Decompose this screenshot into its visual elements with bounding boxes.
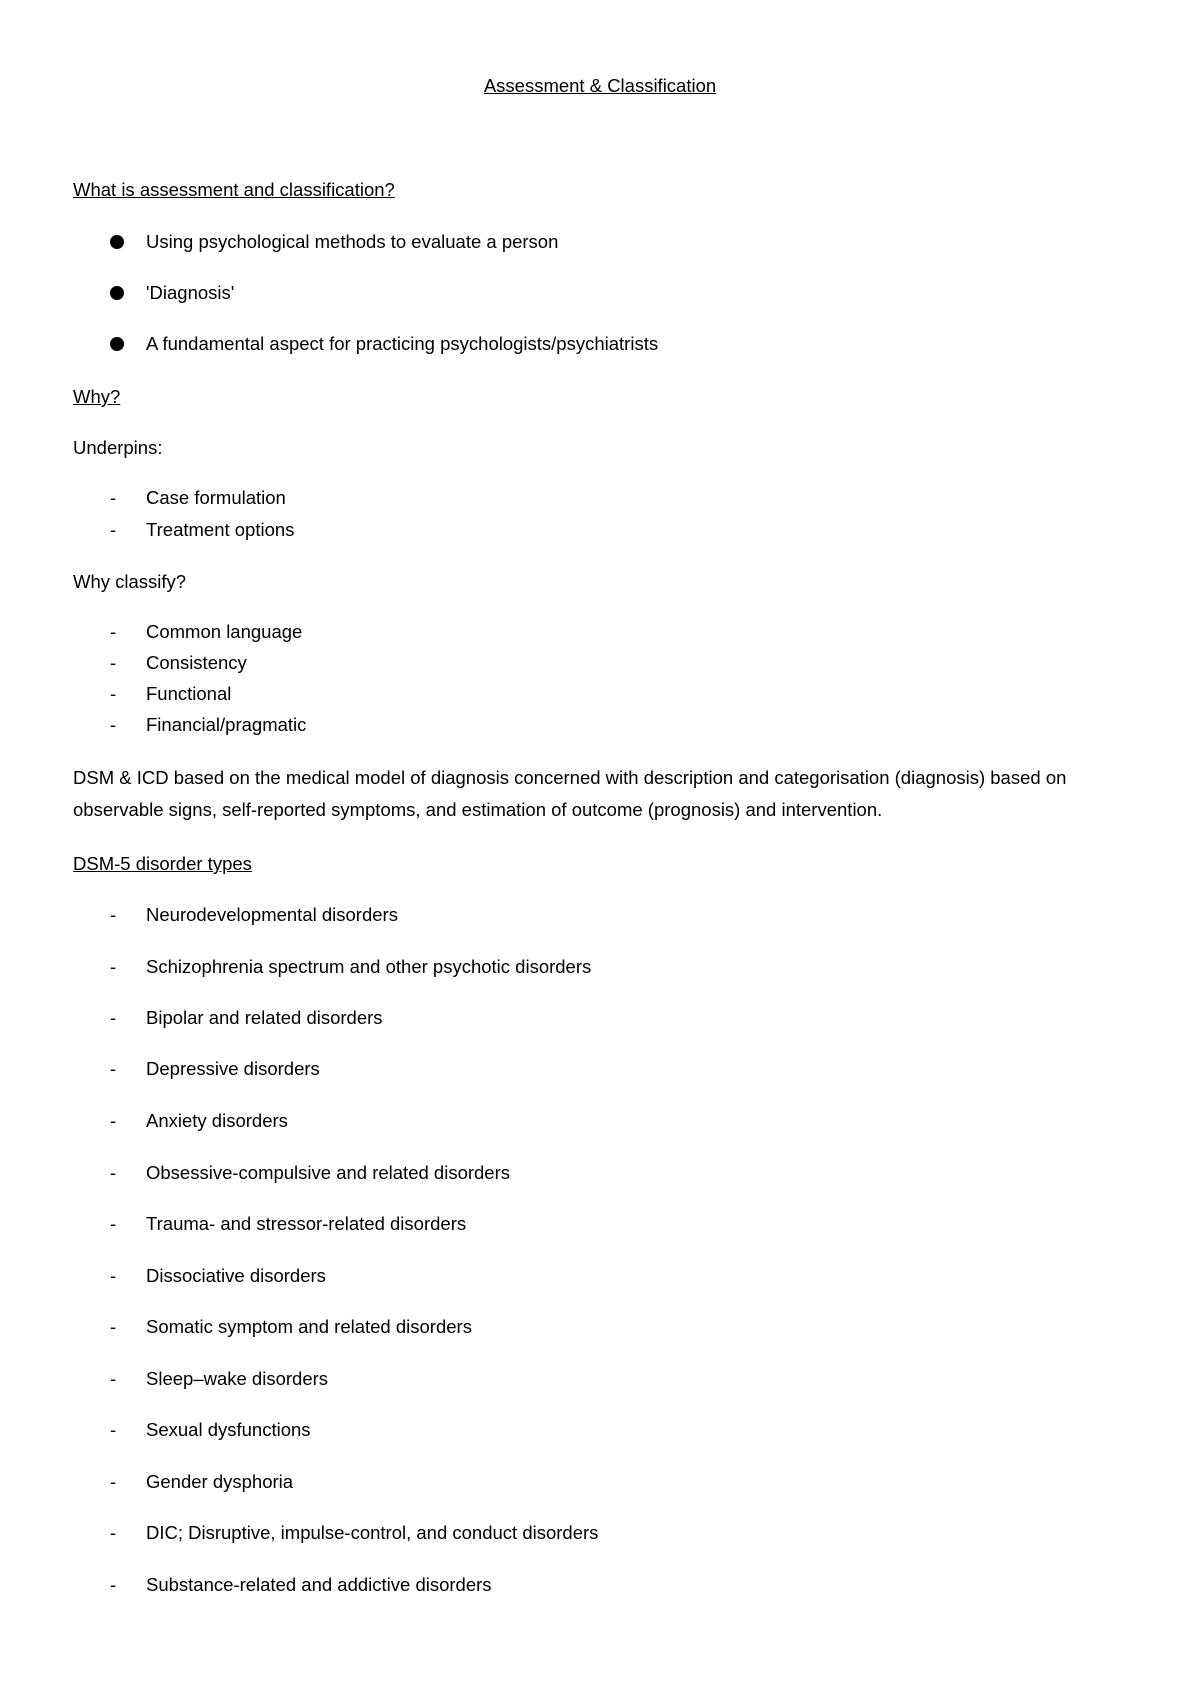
bullet-dot-icon [110, 337, 124, 351]
disorder-type-item: - Dissociative disorders [110, 1265, 326, 1286]
section-heading-dsm5: DSM-5 disorder types [73, 853, 252, 874]
document-title: Assessment & Classification [483, 75, 717, 96]
bullet-item: Using psychological methods to evaluate a person [110, 230, 558, 254]
disorder-type-item: - DIC; Disruptive, impulse-control, and conduct disorders [110, 1522, 599, 1543]
disorder-type-item: - Sexual dysfunctions [110, 1419, 311, 1440]
disorder-type-item: - Depressive disorders [110, 1058, 320, 1079]
dash-item: - Treatment options [110, 519, 295, 540]
disorder-type-item: - Anxiety disorders [110, 1110, 288, 1131]
disorder-type-item: - Neurodevelopmental disorders [110, 904, 398, 925]
dash-item: - Financial/pragmatic [110, 714, 307, 735]
why-classify-label: Why classify? [73, 571, 187, 592]
disorder-type-item: - Sleep–wake disorders [110, 1368, 329, 1389]
disorder-type-item: - Bipolar and related disorders [110, 1007, 383, 1028]
disorder-type-item: - Substance-related and addictive disorders [110, 1574, 492, 1595]
disorder-type-item: - Schizophrenia spectrum and other psychotic disorders [110, 956, 592, 977]
disorder-type-item: - Gender dysphoria [110, 1471, 294, 1492]
disorder-type-item: - Somatic symptom and related disorders [110, 1316, 472, 1337]
section-heading-why: Why? [73, 386, 121, 407]
underpins-label: Underpins: [73, 437, 163, 458]
dash-item: - Consistency [110, 652, 247, 673]
disorder-type-item: - Trauma- and stressor-related disorders [110, 1213, 467, 1234]
bullet-dot-icon [110, 286, 124, 300]
dash-item: - Common language [110, 621, 303, 642]
section-heading-assessment: What is assessment and classification? [73, 179, 395, 200]
dsm-icd-paragraph: DSM & ICD based on the medical model of diagnosis concerned with description and categorisation (diagnosis) based on observable signs, self-reported symptoms, and estimation of outcome (prognosis) and intervention. [73, 767, 1067, 820]
dash-item: - Case formulation [110, 487, 286, 508]
disorder-type-item: - Obsessive-compulsive and related disorders [110, 1162, 511, 1183]
bullet-item: 'Diagnosis' [110, 281, 234, 305]
bullet-dot-icon [110, 235, 124, 249]
dash-item: - Functional [110, 683, 232, 704]
bullet-item: A fundamental aspect for practicing psychologists/psychiatrists [110, 332, 658, 356]
